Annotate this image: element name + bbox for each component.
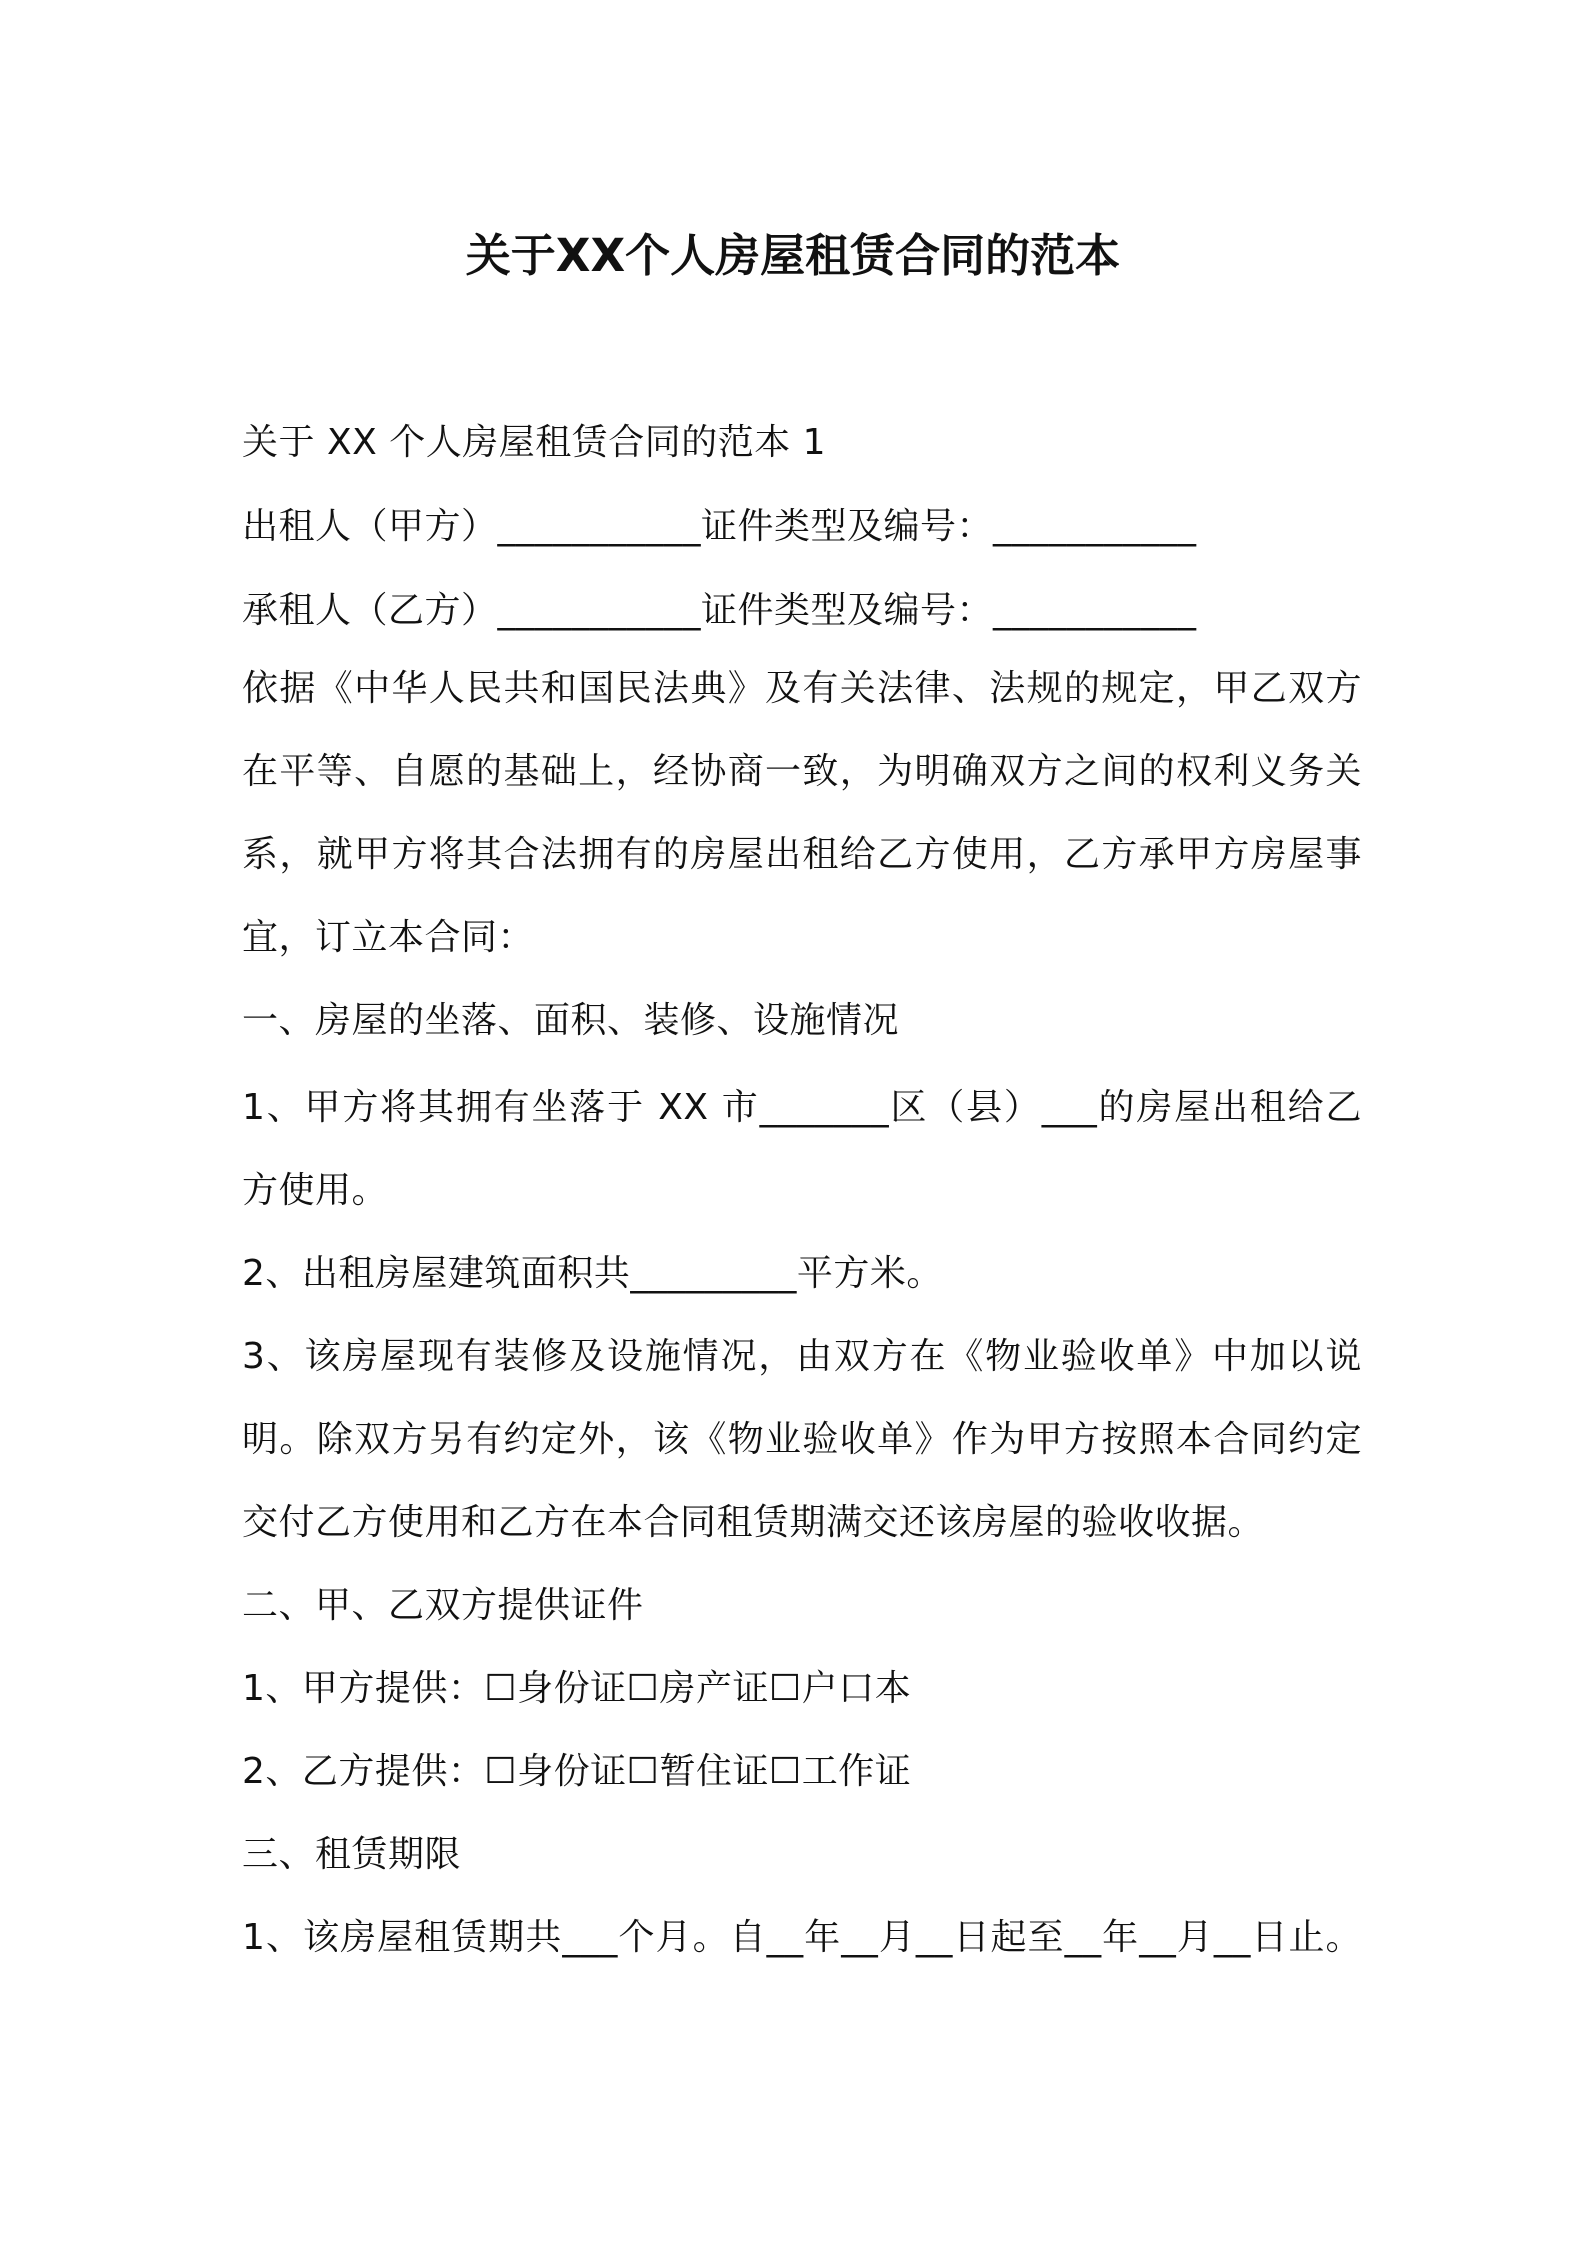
clause-2-1: 1、甲方提供：☐身份证☐房产证☐户口本 [242, 1668, 912, 1709]
section-heading-2: 二、甲、乙双方提供证件 [242, 1585, 644, 1626]
preamble-line-3: 系，就甲方将其合法拥有的房屋出租给乙方使用，乙方承甲方房屋事 [242, 834, 1362, 875]
section-heading-1: 一、房屋的坐落、面积、装修、设施情况 [242, 1000, 900, 1041]
clause-1-3-line-2: 明。除双方另有约定外，该《物业验收单》作为甲方按照本合同约定 [242, 1419, 1362, 1460]
document-title: 关于XX个人房屋租赁合同的范本 [465, 229, 1121, 282]
clause-1-1-line-1: 1、甲方将其拥有坐落于 XX 市_______区（县）___的房屋出租给乙 [242, 1087, 1362, 1128]
section-heading-3: 三、租赁期限 [242, 1834, 462, 1875]
clause-1-1-line-2: 方使用。 [242, 1170, 389, 1211]
clause-1-2: 2、出租房屋建筑面积共_________平方米。 [242, 1253, 943, 1294]
clause-1-3-line-3: 交付乙方使用和乙方在本合同租赁期满交还该房屋的验收收据。 [242, 1502, 1265, 1543]
clause-2-2: 2、乙方提供：☐身份证☐暂住证☐工作证 [242, 1751, 912, 1792]
preamble-line-2: 在平等、自愿的基础上，经协商一致，为明确双方之间的权利义务关 [242, 751, 1362, 792]
preamble-line-1: 依据《中华人民共和国民法典》及有关法律、法规的规定，甲乙双方 [242, 668, 1362, 709]
clause-1-3-line-1: 3、该房屋现有装修及设施情况，由双方在《物业验收单》中加以说 [242, 1336, 1362, 1377]
lessee-line: 承租人（乙方）___________证件类型及编号：___________ [242, 590, 1197, 631]
clause-3-1: 1、该房屋租赁期共___个月。自__年__月__日起至__年__月__日止。 [242, 1917, 1362, 1958]
subtitle-line: 关于 XX 个人房屋租赁合同的范本 1 [242, 422, 827, 463]
lessor-line: 出租人（甲方）___________证件类型及编号：___________ [242, 506, 1197, 547]
preamble-line-4: 宜，订立本合同： [242, 917, 535, 958]
